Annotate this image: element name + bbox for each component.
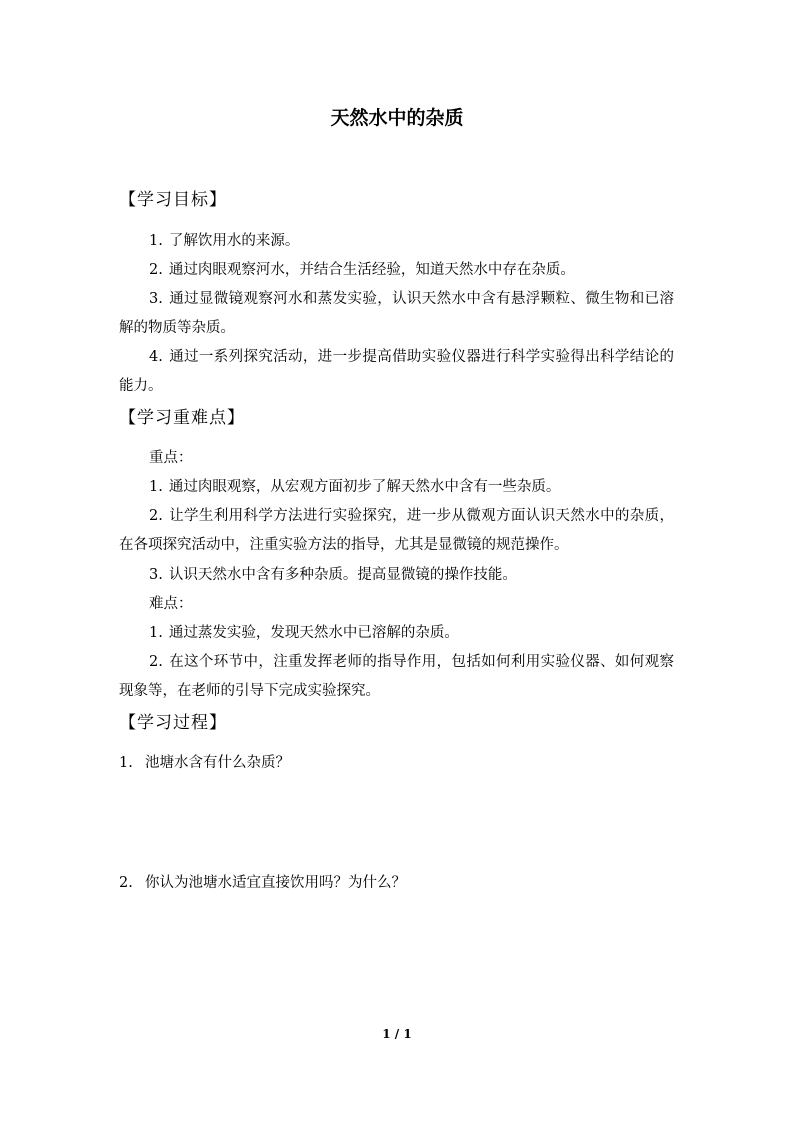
difficult-item-number: 2. <box>149 654 163 670</box>
goal-item-4 <box>119 343 674 401</box>
key-item-text: 认识天然水中含有多种杂质。提高显微镜的操作技能。 <box>168 567 517 583</box>
question-text: 池塘水含有什么杂质？ <box>145 755 290 771</box>
key-label: 重点： <box>149 450 193 466</box>
goal-item-text: 通过显微镜观察河水和蒸发实验，认识天然水中含有悬浮颗粒、微生物和已溶解的物质等杂质。 <box>119 291 674 336</box>
section-heading-goals: 【学习目标】 <box>119 190 227 210</box>
key-item-1 <box>119 473 674 502</box>
goal-item-number: 3. <box>149 291 163 307</box>
difficult-item-number: 1. <box>149 625 163 641</box>
goal-item-text: 通过一系列探究活动，进一步提高借助实验仪器进行科学实验得出科学结论的能力。 <box>119 349 674 394</box>
key-item-text: 通过肉眼观察，从宏观方面初步了解天然水中含有一些杂质。 <box>168 479 561 495</box>
question-number: 1. <box>119 755 133 771</box>
difficult-label: 难点： <box>149 596 193 612</box>
key-item-number: 1. <box>149 479 163 495</box>
question-text: 你认为池塘水适宜直接饮用吗？为什么？ <box>145 875 406 891</box>
goal-item-text: 通过肉眼观察河水，并结合生活经验，知道天然水中存在杂质。 <box>168 262 575 278</box>
difficult-item-1 <box>119 619 674 648</box>
goal-item-number: 2. <box>149 262 163 278</box>
key-item-2 <box>119 502 674 560</box>
section-heading-keypoints: 【学习重难点】 <box>119 408 245 428</box>
goal-item-3 <box>119 285 674 343</box>
goal-item-text: 了解饮用水的来源。 <box>168 233 300 249</box>
key-item-number: 3. <box>149 567 163 583</box>
difficult-item-text: 通过蒸发实验，发现天然水中已溶解的杂质。 <box>168 625 459 641</box>
goal-item-number: 1. <box>149 233 163 249</box>
question-1 <box>119 751 290 775</box>
question-number: 2. <box>119 875 133 891</box>
section-heading-process: 【学习过程】 <box>119 713 227 733</box>
document-title: 天然水中的杂质 <box>330 107 464 129</box>
question-2 <box>119 871 406 895</box>
key-item-text: 让学生利用科学方法进行实验探究，进一步从微观方面认识天然水中的杂质，在各项探究活动中，注重实验方法的指导，尤其是显微镜的规范操作。 <box>119 508 674 553</box>
key-item-3 <box>119 561 674 590</box>
difficult-item-text: 在这个环节中，注重发挥老师的指导作用，包括如何利用实验仪器、如何观察现象等，在老师的引导下完成实验探究。 <box>119 654 674 699</box>
goal-item-2 <box>119 256 674 285</box>
goal-item-1 <box>119 227 674 256</box>
difficult-item-2 <box>119 648 674 706</box>
page-number: 1 / 1 <box>382 1027 412 1041</box>
goal-item-number: 4. <box>149 349 163 365</box>
key-item-number: 2. <box>149 508 163 524</box>
